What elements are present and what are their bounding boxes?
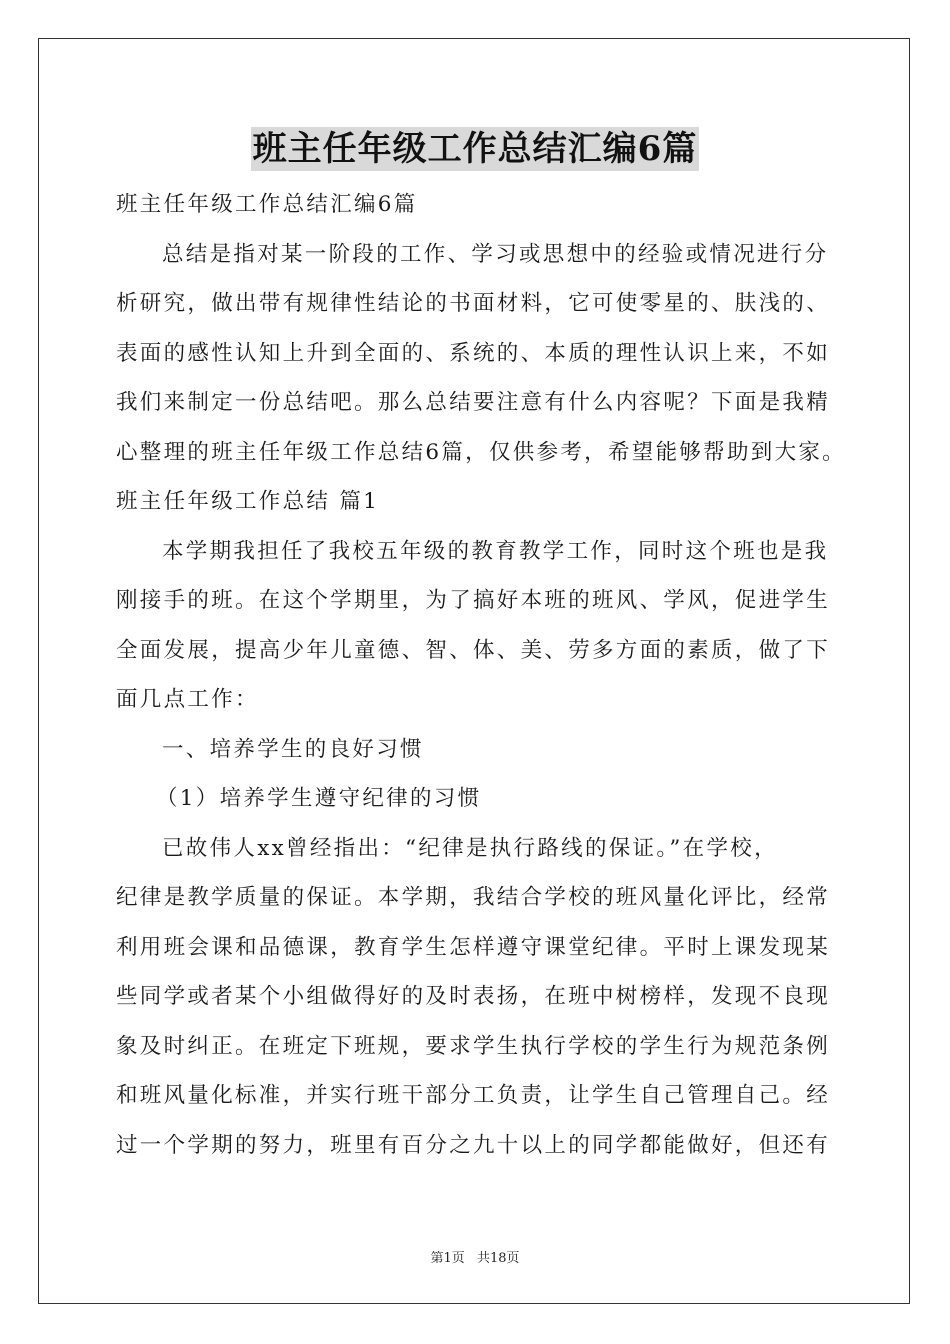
section-heading: 班主任年级工作总结 篇1 [116, 489, 380, 514]
paragraph-line: 利用班会课和品德课，教育学生怎样遵守课堂纪律。平时上课发现某 [116, 934, 831, 960]
paragraph-line: 和班风量化标准，并实行班干部分工负责，让学生自己管理自己。经 [116, 1083, 831, 1108]
page-number: 第1页 [430, 1251, 465, 1266]
subheading: 一、培养学生的良好习惯 [162, 736, 424, 762]
paragraph-line: 面几点工作： [116, 687, 259, 712]
page-total: 共18页 [476, 1251, 520, 1266]
paragraph-line: 本学期我担任了我校五年级的教育教学工作，同时这个班也是我 [162, 538, 829, 564]
paragraph-line: 我们来制定一份总结吧。那么总结要注意有什么内容呢？下面是我精 [116, 390, 831, 415]
paragraph-line: 心整理的班主任年级工作总结6篇，仅供参考，希望能够帮助到大家。 [116, 439, 846, 465]
document-body [116, 180, 846, 1170]
page-footer [0, 1247, 950, 1266]
paragraph-line: 刚接手的班。在这个学期里，为了搞好本班的班风、学风，促进学生 [116, 588, 831, 613]
paragraph-line: 过一个学期的努力，班里有百分之九十以上的同学都能做好，但还有 [116, 1132, 831, 1158]
subtitle-line: 班主任年级工作总结汇编6篇 [116, 192, 418, 217]
paragraph-line: 析研究，做出带有规律性结论的书面材料，它可使零星的、肤浅的、 [116, 291, 831, 316]
title-area [0, 127, 950, 171]
paragraph-line: 纪律是教学质量的保证。本学期，我结合学校的班风量化评比，经常 [116, 885, 831, 910]
paragraph-line: 全面发展，提高少年儿童德、智、体、美、劳多方面的素质，做了下 [116, 637, 831, 663]
document-title: 班主任年级工作总结汇编6篇 [252, 129, 698, 169]
paragraph-line: 总结是指对某一阶段的工作、学习或思想中的经验或情况进行分 [162, 241, 829, 267]
subheading: （1）培养学生遵守纪律的习惯 [156, 786, 482, 811]
paragraph-line: 象及时纠正。在班定下班规，要求学生执行学校的学生行为规范条例 [116, 1033, 831, 1059]
paragraph-line: 已故伟人xx曾经指出：“纪律是执行路线的保证。”在学校， [162, 835, 778, 861]
paragraph-line: 表面的感性认知上升到全面的、系统的、本质的理性认识上来，不如 [116, 340, 831, 366]
paragraph-line: 些同学或者某个小组做得好的及时表扬，在班中树榜样，发现不良现 [116, 984, 831, 1009]
